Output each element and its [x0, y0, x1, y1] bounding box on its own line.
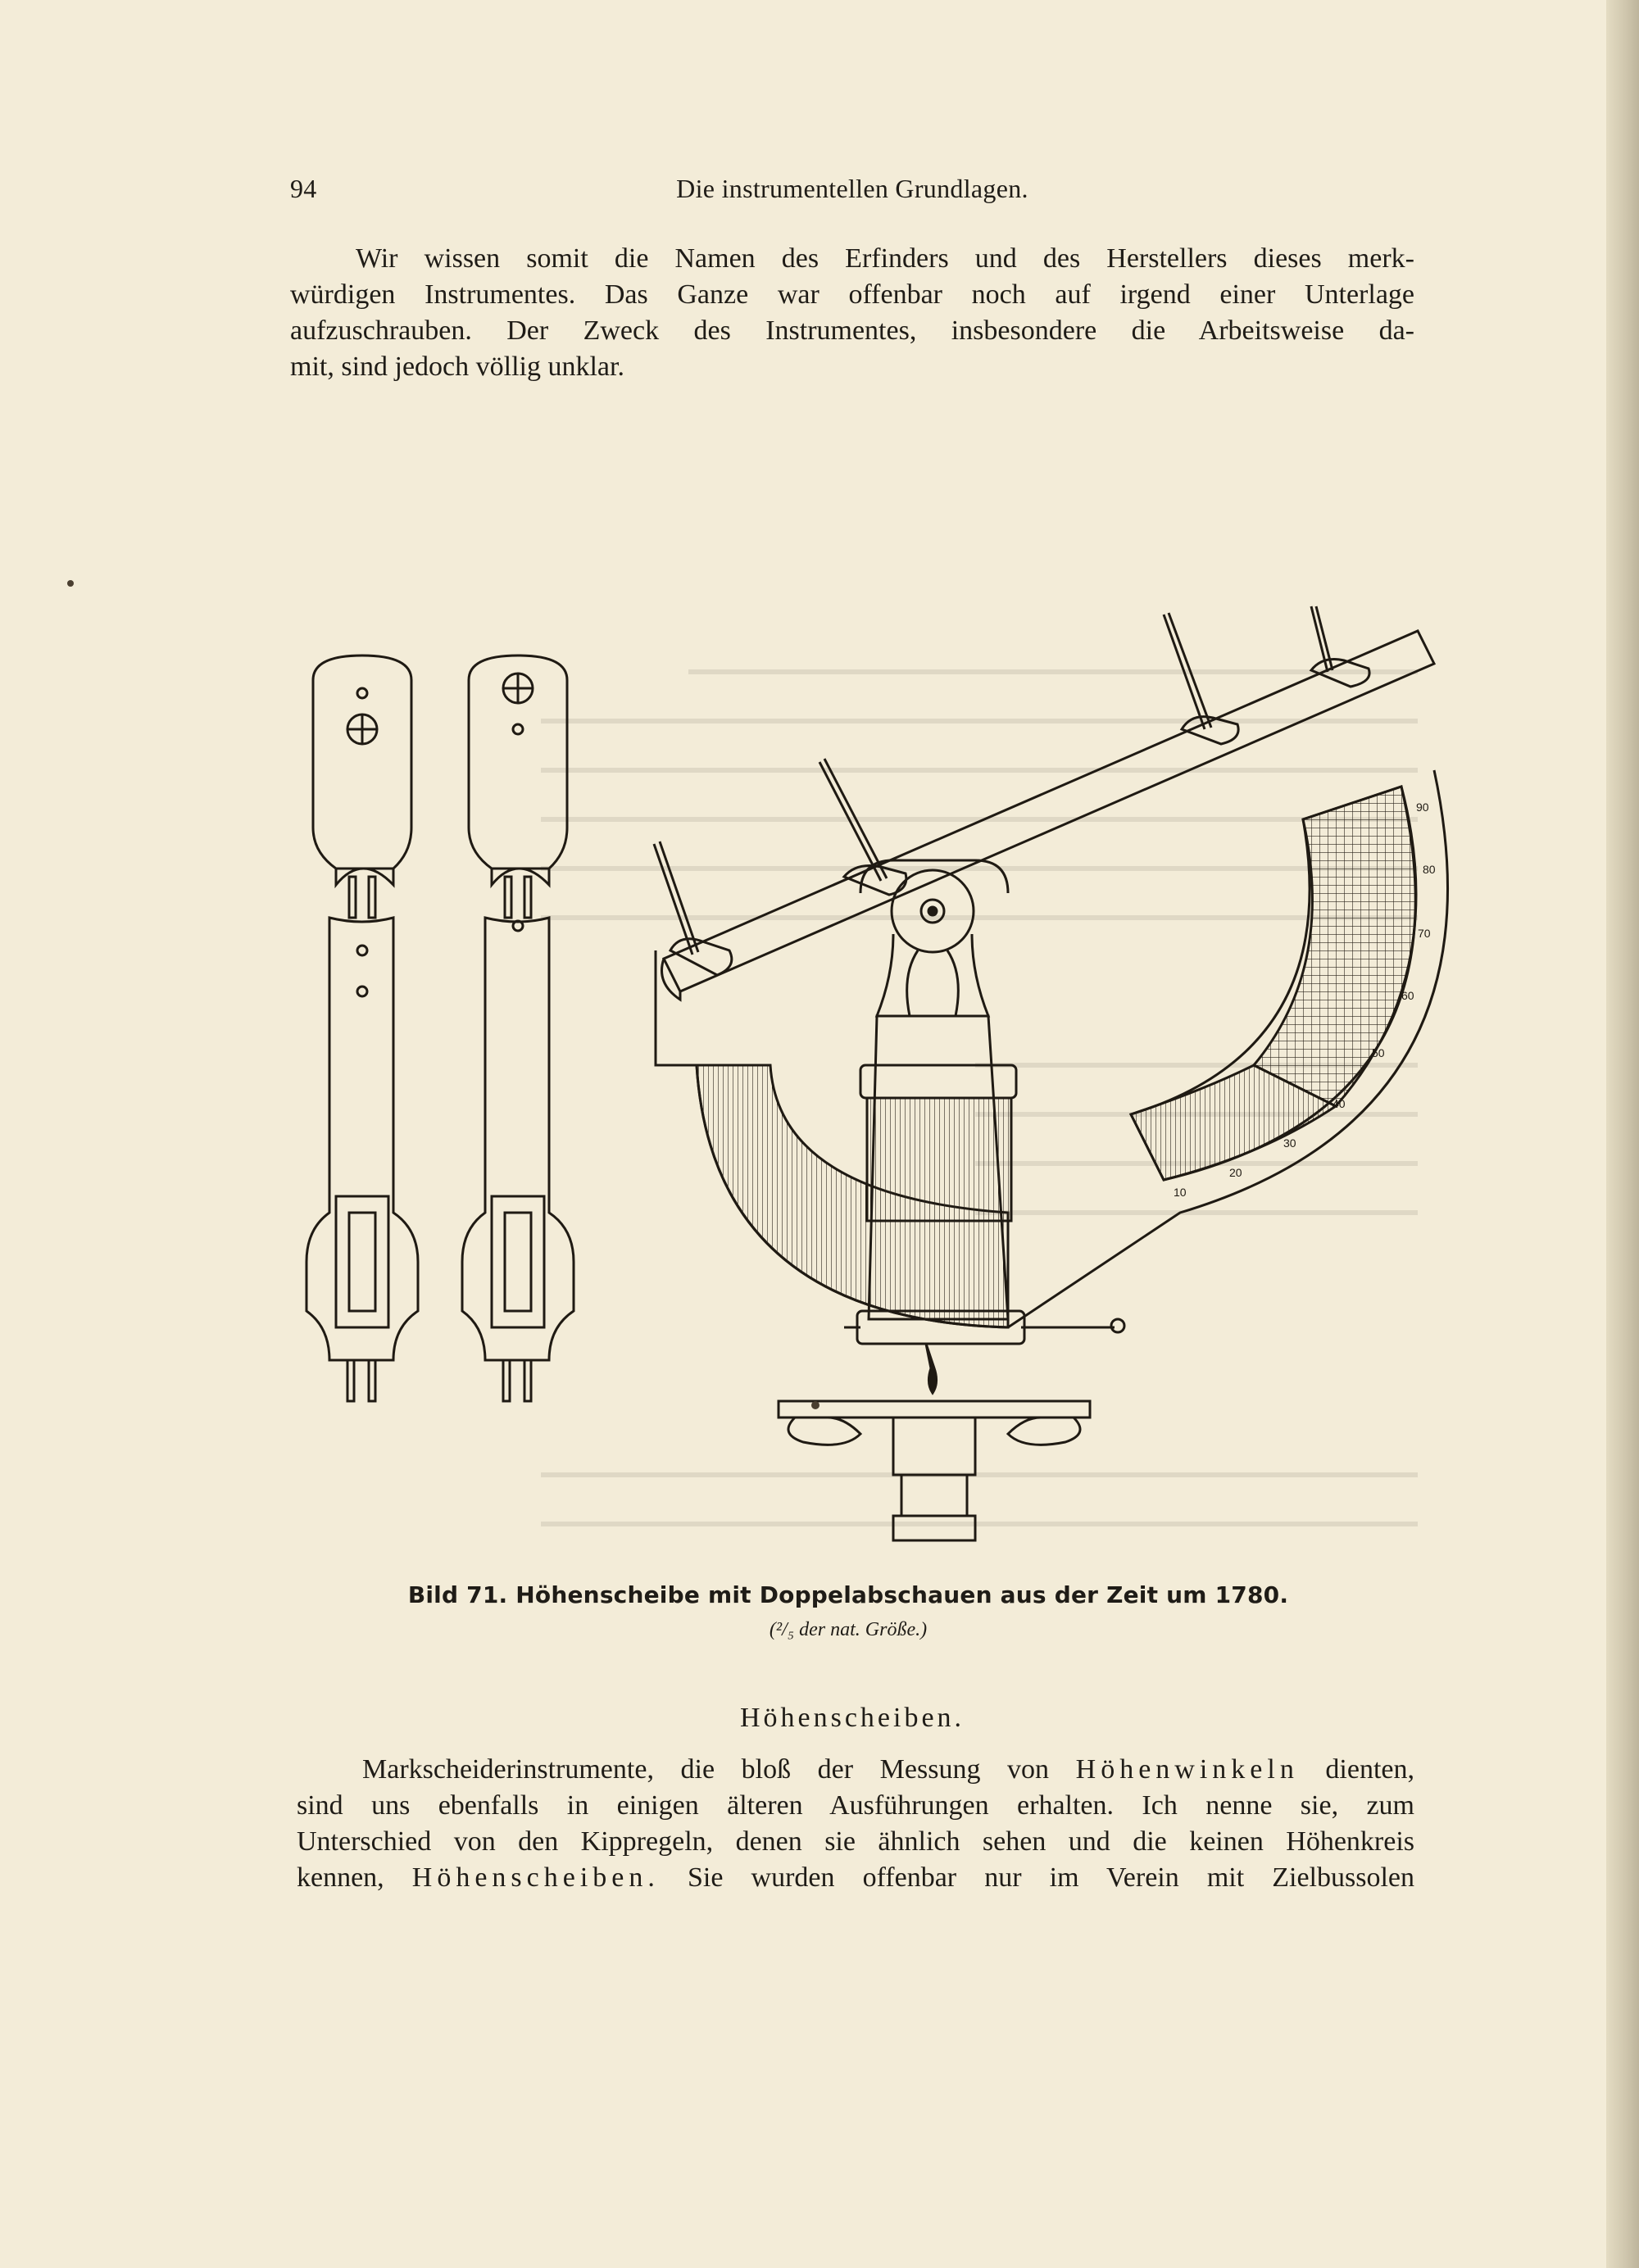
text-line: Wir wissen somit die Namen des Erfinders und des Herstellers dieses merk- [356, 243, 1414, 274]
page-number: 94 [290, 174, 317, 203]
pinnule-head-right [469, 655, 567, 918]
running-title: Die instrumentellen Grundlagen. [676, 174, 1028, 203]
figure-hoehenscheibe [270, 606, 1434, 1573]
instrument-drawing [270, 606, 1434, 1573]
pinnule-long-right [462, 918, 574, 1401]
scale-label: 60 [1401, 989, 1414, 1002]
speck [67, 580, 74, 587]
scale-label: 80 [1423, 863, 1436, 876]
text-line: sind uns ebenfalls in einigen älteren Ausführungen erhalten. Ich nenne sie, zum [297, 1790, 1414, 1821]
emphasized-term: Höhenscheiben. [411, 1862, 660, 1893]
scale-label: 10 [1174, 1186, 1187, 1199]
text-line: Unterschied von den Kippregeln, denen sie ähnlich sehen und die keinen Höhenkreis [297, 1826, 1414, 1857]
page-edge [1606, 0, 1639, 2268]
text-line [297, 1860, 1414, 1896]
text-run: dienten, [1298, 1754, 1415, 1785]
text-run: Markscheiderinstrumente, die bloß der Messung von [362, 1754, 1076, 1785]
scale-label: 40 [1333, 1097, 1346, 1110]
figure-scale-note: (²/₅ der nat. Größe.) [769, 1619, 928, 1640]
running-header [290, 174, 1414, 213]
section-title: Höhenscheiben. [739, 1703, 965, 1733]
text-run: Sie wurden offenbar nur im Verein mit Zielbussolen [659, 1862, 1415, 1893]
text-line: aufzuschrauben. Der Zweck des Instrumentes, insbesondere die Arbeitsweise da- [290, 315, 1414, 346]
scale-label: 50 [1372, 1046, 1385, 1059]
figure-caption: Bild 71. Höhenscheibe mit Doppelabschauen aus der Zeit um 1780. [407, 1581, 1289, 1608]
scale-label: 70 [1418, 927, 1431, 940]
pinnule-head-left [313, 655, 411, 918]
quadrant-plate [697, 770, 1448, 1327]
emphasized-term: Höhenwinkeln [1075, 1754, 1299, 1785]
paragraph-hoehenscheiben [297, 1752, 1414, 1896]
scale-label: 90 [1416, 801, 1429, 814]
text-line: würdigen Instrumentes. Das Ganze war offenbar noch auf irgend einer Unterlage [290, 279, 1414, 310]
text-run: kennen, [297, 1862, 412, 1893]
pinnule-long-left [306, 918, 418, 1401]
text-line: mit, sind jedoch völlig unklar. [290, 352, 624, 382]
speck [811, 1401, 820, 1409]
text-line [297, 1752, 1414, 1788]
scale-label: 20 [1229, 1166, 1242, 1179]
paragraph-intro [290, 241, 1414, 385]
scale-label: 30 [1283, 1136, 1296, 1150]
